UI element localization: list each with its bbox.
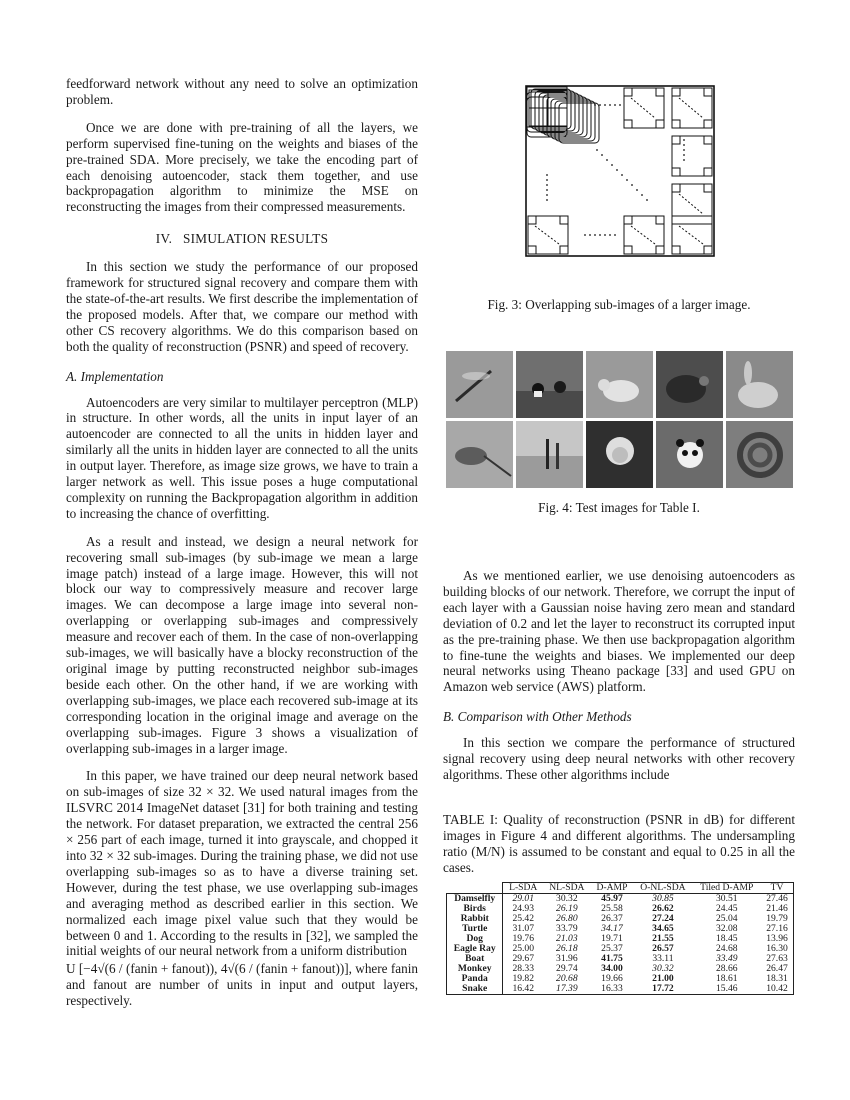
paragraph: feedforward network without any need to solve an optimization problem. [66,76,418,107]
table-cell: 26.18 [556,943,578,954]
table-cell: 30.32 [652,963,674,974]
table-cell: 18.31 [761,974,794,984]
column-header: Tiled D-AMP [693,883,761,894]
header-blank [447,883,503,894]
table-cell: 26.62 [652,903,674,914]
table-cell: 16.30 [761,944,794,954]
table-caption: TABLE I: Quality of reconstruction (PSNR in dB) for different images in Figure 4 and different algorithms. The undersampling ratio (M/N) is assumed to be constant and equal to 0.25 in all the cases. [443,812,795,875]
table-cell: 21.46 [761,904,794,914]
rabbit-image [586,351,653,418]
table-cell: 34.00 [601,963,623,974]
snake-image [726,421,793,488]
table-cell: 19.82 [512,973,535,984]
table-cell: 21.03 [556,933,578,944]
table-cell: 26.19 [556,903,578,914]
table-cell: 26.80 [556,913,578,924]
column-header: NL-SDA [543,883,591,894]
table-cell: 13.96 [761,934,794,944]
overlapping-subimages-figure [519,80,721,262]
table-body [447,894,794,995]
table-cell: 27.24 [652,913,674,924]
table-cell: 25.00 [512,943,535,954]
monkey-image [586,421,653,488]
paragraph: Autoencoders are very similar to multilayer perceptron (MLP) in structure. In other words, all the units in input layer of an autoencoder are connected to all the units in hidden layer and similarly all the units in hidden layer are connected to all the units in output layer. Therefore, as image size grows, we have to train a larger network as well. This issue poses a huge computational complexity on running the Backpropagation algorithm in addition to increasing the chance of overfitting. [66,394,418,521]
paragraph: In this paper, we have trained our deep neural network based on sub-images of size 32 × 32. We used natural images from the ILSVRC 2014 ImageNet dataset [31] for both training and testing the network. For dataset preparation, we extracted the central 256 × 256 part of each image, turned it into grayscale, and chopped it into 32 × 32 sub-images. During the training phase, we did not use overlapping sub-images so as to have a diverse training set. However, during the test phase, we use overlapping sub-images and averaging method as described earlier in this section. We normalized each image pixel value such that they would be between 0 and 1. According to the results in [32], we sampled the initial weights of our neural network from a uniform distribution [66,768,418,959]
paragraph: In this section we study the performance of our proposed framework for structured signal recovery and compare them with the state-of-the-art results. We first describe the implementation of the proposed models. After that, we compare our method with other CS recovery algorithms. We do this comparison based on both the quality of reconstruction (PSNR) and speed of recovery. [66,259,418,354]
boat-image [516,421,583,488]
row-label: Eagle Ray [447,944,503,954]
table-cell: 28.33 [512,963,535,974]
table-cell: 25.58 [601,903,623,914]
table-cell: 30.85 [633,894,692,905]
rabbit-2-image [726,351,793,418]
table-cell: 26.37 [601,913,623,924]
figure-3-caption: Fig. 3: Overlapping sub-images of a larger image. [487,297,751,312]
column-header: O-NL-SDA [633,883,692,894]
table-cell: 27.63 [761,954,794,964]
subsection-heading: B. Comparison with Other Methods [443,709,632,725]
subsection-heading: A. Implementation [66,368,164,384]
table-cell: 15.46 [693,984,761,995]
table-cell: 17.39 [543,984,591,995]
table-cell: 31.07 [512,923,535,934]
right-column [443,568,795,795]
table-cell: 21.55 [652,933,674,944]
table-cell: 21.00 [652,973,674,984]
row-label: Birds [447,904,503,914]
column-header: D-AMP [591,883,634,894]
table-cell: 26.57 [652,943,674,954]
paragraph: In this section we compare the performance of structured signal recovery using deep neural networks with other recovery algorithms. These other algorithms include [443,735,795,782]
table-cell: 34.65 [652,923,674,934]
column-header: L-SDA [503,883,543,894]
table-cell: 19.76 [512,933,535,944]
row-label: Rabbit [447,914,503,924]
section-title: SIMULATION RESULTS [182,231,329,247]
table-cell: 28.66 [715,963,738,974]
table-cell: 16.42 [503,984,543,995]
table-cell: 26.47 [761,964,794,974]
paragraph: Once we are done with pre-training of all the layers, we perform supervised fine-tuning on the weights and biases of the pre-trained SDA. More precisely, we take the encoding part of each denoising autoencoder, stack them together, and use backpropagation algorithm to minimize the MSE on reconstructing the images from their compressed measurements. [66,119,418,215]
dragonfly-image [446,351,513,418]
row-label: Boat [447,954,503,964]
table-cell: 19.71 [601,933,623,944]
table-cell: 45.97 [591,894,634,905]
table-cell: 32.08 [715,923,738,934]
row-label: Damselfly [447,894,503,905]
table-cell: 25.42 [512,913,535,924]
section-number: IV. [155,231,173,247]
section-heading [66,231,418,247]
table-cell: 19.79 [761,914,794,924]
formula-paragraph: U [−4√(6 / (fanin + fanout)), 4√(6 / (fanin + fanout))], where fanin and fanout are number of units in input and output layers, respectively. [66,961,418,1009]
table-cell: 17.72 [633,984,692,995]
birds-image [516,351,583,418]
table-cell: 24.68 [715,943,738,954]
table-cell: 27.16 [761,924,794,934]
table-cell: 31.96 [556,953,578,964]
table-cell: 33.79 [556,923,578,934]
panda-image [656,421,723,488]
table-cell: 18.61 [715,973,738,984]
table-row [447,984,794,995]
row-label: Snake [447,984,503,995]
row-label: Dog [447,934,503,944]
table-cell: 29.74 [556,963,578,974]
table-cell: 34.17 [601,923,623,934]
table-cell: 29.67 [512,953,535,964]
results-table [446,882,794,995]
table-cell: 29.01 [503,894,543,905]
table-cell: 24.93 [512,903,535,914]
table-cell: 33.11 [652,953,674,964]
test-images-figure [446,351,795,490]
row-label: Turtle [447,924,503,934]
eagle-ray-image [446,421,513,488]
table-cell: 25.04 [715,913,738,924]
paragraph: As a result and instead, we design a neural network for recovering small sub-images (by sub-image we mean a large image patch) instead of a large image. However, this will not block our way to compressively measure and recover large images. We can decompose a large image into several non-overlapping or overlapping sub-images and compressively measure and recover each of them. In the case of non-overlapping sub-images, we will basically have a blocky reconstruction of the original image by putting reconstructed neighbor sub-images beside each other. On the other hand, if we are working with overlapping sub-images, we place each recovered sub-image at its corresponding location in the original image and average on the overlapping sub-images. Figure 3 shows a visualization of overlapping sub-images in a larger image. [66,533,418,756]
table-cell: 41.75 [601,953,623,964]
turtle-image [656,351,723,418]
table-cell: 18.45 [715,933,738,944]
table-cell: 16.33 [591,984,634,995]
table-cell: 27.46 [761,894,794,905]
table-cell: 20.68 [556,973,578,984]
row-label: Panda [447,974,503,984]
table-header-row [447,883,794,894]
column-header: TV [761,883,794,894]
table-cell: 30.32 [543,894,591,905]
table-cell: 19.66 [601,973,623,984]
paragraph: As we mentioned earlier, we use denoising autoencoders as building blocks of our network. Therefore, we corrupt the input of each layer with a Gaussian noise having zero mean and standard deviation of 0.2 and let the layer to reconstruct its corrupted input as the pre-training phase. We then use backpropagation algorithm to fine-tune the weights and biases. We implemented our deep neural networks using Theano package [33] and used GPU on Amazon web service (AWS) platform. [443,568,795,695]
table-cell: 24.45 [715,903,738,914]
table-cell: 30.51 [693,894,761,905]
table-cell: 25.37 [601,943,623,954]
table-cell: 10.42 [761,984,794,995]
row-label: Monkey [447,964,503,974]
figure-4-caption: Fig. 4: Test images for Table I. [538,500,700,515]
table-cell: 33.49 [715,953,738,964]
left-column [66,76,418,1021]
